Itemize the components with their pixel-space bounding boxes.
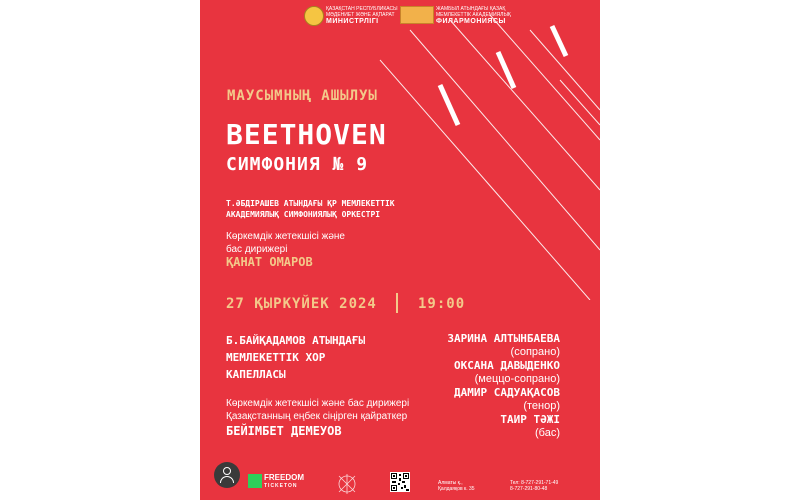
soloists-list <box>447 332 560 440</box>
soloist-voice: (сопрано) <box>510 346 560 358</box>
choir-name: Б.БАЙҚАДАМОВ АТЫНДАҒЫ МЕМЛЕКЕТТІК ХОР КАПЕЛЛАСЫ <box>226 334 366 381</box>
conductor-name: ҚАНАТ ОМАРОВ <box>226 255 313 269</box>
freedom-ticketon-logo-icon <box>248 474 262 488</box>
soloist-name: ТАИР ТӘЖІ <box>500 413 560 426</box>
date-time-divider <box>396 293 398 313</box>
classic-logo-icon <box>335 472 359 496</box>
soloist-name: ЗАРИНА АЛТЫНБАЕВА <box>447 332 560 345</box>
event-date: 27 ҚЫРКҮЙЕК 2024 <box>226 296 377 312</box>
soloist-name: ДАМИР САДУАҚАСОВ <box>454 386 560 399</box>
venue-address: Алматы қ., Қалдаяқов к. 35 <box>438 480 475 492</box>
user-avatar-icon[interactable] <box>214 462 240 488</box>
concert-poster <box>200 0 600 500</box>
season-opening-label: МАУСЫМНЫҢ АШЫЛУЫ <box>227 88 378 104</box>
soloist-voice: (тенор) <box>523 400 560 412</box>
philharmonic-logo-text: ЖАМБЫЛ АТЫНДАҒЫ ҚАЗАҚ МЕМЛЕКЕТТІК АКАДЕМИЯЛЫҚ ФИЛАРМОНИЯСЫ <box>436 6 511 25</box>
ministry-logo-text: ҚАЗАҚСТАН РЕСПУБЛИКАСЫ МӘДЕНИЕТ ЖӘНЕ АҚПАРАТ МИНИСТРЛІГІ <box>326 6 398 25</box>
freedom-ticketon-logo: FREEDOM TICKETON <box>264 473 304 489</box>
composer-title: BEETHOVEN <box>226 118 387 151</box>
event-time: 19:00 <box>418 296 466 312</box>
conductor-block: Көркемдік жетекшісі және бас дирижері ҚАНАТ ОМАРОВ <box>226 231 345 269</box>
poster-footer <box>200 460 600 500</box>
soloist-name: ОКСАНА ДАВЫДЕНКО <box>454 359 560 372</box>
choir-conductor-name: БЕЙІМБЕТ ДЕМЕУОВ <box>226 424 342 438</box>
soloist-voice: (бас) <box>535 427 560 439</box>
choir-conductor-block: Көркемдік жетекшісі және бас дирижері Қазақстанның еңбек сіңірген қайраткер БЕЙІМБЕТ ДЕМЕУОВ <box>226 398 410 438</box>
soloist-voice: (меццо-сопрано) <box>474 373 560 385</box>
qr-code-icon[interactable] <box>390 472 410 492</box>
contact-phones: Тел: 8-727-291-71-49 8-727-291-80-48 <box>510 480 559 492</box>
orchestra-name: Т.ӘБДІРАШЕВ АТЫНДАҒЫ ҚР МЕМЛЕКЕТТІК АКАДЕМИЯЛЫҚ СИМФОНИЯЛЫҚ ОРКЕСТРІ <box>226 199 395 219</box>
work-title: СИМФОНИЯ № 9 <box>226 154 369 175</box>
